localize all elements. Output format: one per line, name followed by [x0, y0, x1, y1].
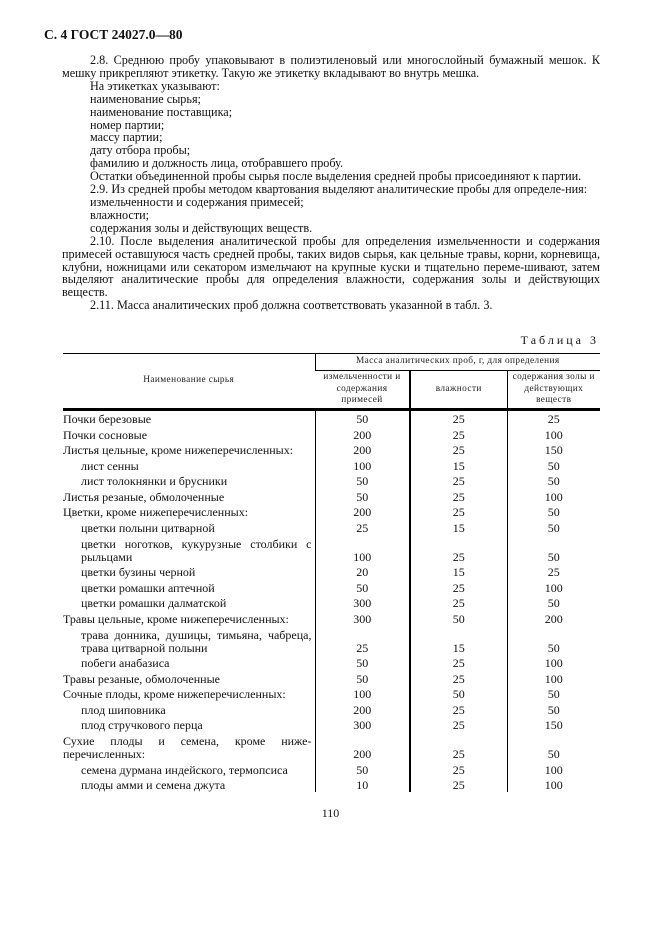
row-value: 100	[507, 488, 600, 504]
table-row	[63, 717, 600, 733]
row-value: 25	[410, 488, 507, 504]
row-value: 200	[507, 610, 600, 626]
row-value: 25	[410, 426, 507, 442]
row-value: 25	[410, 761, 507, 777]
table-row	[63, 535, 600, 564]
row-value: 300	[315, 610, 410, 626]
table-row	[63, 426, 600, 442]
row-value: 50	[507, 701, 600, 717]
row-name: Травы резаные, обмолоченные	[63, 671, 220, 686]
row-value: 200	[315, 701, 410, 717]
row-value: 200	[315, 504, 410, 520]
row-value: 25	[410, 473, 507, 489]
row-value: 25	[410, 504, 507, 520]
table-row	[63, 442, 600, 458]
col-header-ash: содержания золы и действующих веществ	[507, 371, 600, 410]
row-name: Листья цельные, кроме нижеперечисленных:	[63, 443, 294, 457]
row-name: побеги анабазиса	[81, 656, 170, 670]
table-row	[63, 701, 600, 717]
table-row	[63, 595, 600, 611]
row-name: цветки ноготков, кукурузные столбики с рыльцами	[81, 536, 312, 564]
row-value: 200	[315, 732, 410, 761]
row-value: 15	[410, 457, 507, 473]
paragraph: На этикетках указывают:	[90, 78, 220, 93]
paragraph: 2.10. После выделения аналитической пробы для определения измельченности и содержания примесей оставшуюся часть средней пробы, таких видов сырья, как цельные травы, корни, корневища, клубни, ножницами или секатором измельчают на крупные куски и тщательно переме-шивают, затем выделяют аналитические пробы для определения влажности, содержания золы и действующих веществ.	[62, 233, 600, 300]
row-value: 100	[507, 761, 600, 777]
row-value: 25	[410, 777, 507, 793]
row-value: 50	[507, 535, 600, 564]
paragraph: 2.11. Масса аналитических проб должна соответствовать указанной в табл. 3.	[90, 298, 493, 313]
page-number: 110	[321, 806, 340, 820]
row-value: 50	[507, 595, 600, 611]
row-value: 25	[410, 442, 507, 458]
row-value: 50	[410, 686, 507, 702]
row-name: цветки ромашки далматской	[81, 596, 227, 610]
table-row	[63, 457, 600, 473]
row-name: семена дурмана индейского, термопсиса	[81, 762, 288, 777]
col-header-name: Наименование сырья	[63, 354, 315, 410]
row-value: 25	[410, 409, 507, 426]
table-row	[63, 409, 600, 426]
row-value: 25	[410, 655, 507, 671]
row-value: 100	[507, 655, 600, 671]
table-row	[63, 579, 600, 595]
row-name: лист сенны	[81, 458, 139, 473]
mass-table	[63, 353, 600, 792]
row-name: Цветки, кроме нижеперечисленных:	[63, 505, 249, 519]
row-value: 300	[315, 595, 410, 611]
row-value: 25	[410, 535, 507, 564]
row-value: 25	[410, 595, 507, 611]
paragraph: 2.9. Из средней пробы методом квартования выделяют аналитические пробы для определе-ния:	[90, 182, 588, 197]
table-row	[63, 473, 600, 489]
row-name: цветки ромашки аптечной	[81, 580, 215, 595]
paragraph: фамилию и должность лица, отобравшего пробу.	[90, 156, 344, 171]
row-value: 100	[315, 457, 410, 473]
row-value: 15	[410, 626, 507, 655]
group-header: Масса аналитических проб, г, для определения	[315, 354, 600, 371]
row-name: Почки сосновые	[63, 427, 148, 442]
row-value: 15	[410, 564, 507, 580]
row-value: 100	[507, 777, 600, 793]
row-value: 100	[315, 686, 410, 702]
row-value: 50	[507, 457, 600, 473]
row-value: 100	[507, 579, 600, 595]
row-name: плоды амми и семена джута	[81, 778, 226, 792]
row-value: 50	[507, 732, 600, 761]
row-name: трава донника, душицы, тимьяна, чабреца, трава цитварной полыни	[81, 627, 312, 655]
table-row	[63, 626, 600, 655]
row-value: 150	[507, 442, 600, 458]
table-row	[63, 777, 600, 793]
body-text	[62, 54, 600, 312]
row-value: 25	[410, 579, 507, 595]
row-name: Сухие плоды и семена, кроме ниже-перечисленных:	[63, 734, 312, 761]
row-value: 25	[410, 717, 507, 733]
paragraph: измельченности и содержания примесей;	[90, 194, 304, 209]
row-name: Почки березовые	[63, 412, 152, 426]
row-name: плод стручкового перца	[81, 718, 203, 732]
row-value: 50	[315, 761, 410, 777]
paragraph: наименование сырья;	[90, 91, 201, 106]
paragraph: содержания золы и действующих веществ.	[90, 220, 313, 235]
row-value: 50	[410, 610, 507, 626]
table-row	[63, 488, 600, 504]
row-value: 100	[507, 426, 600, 442]
table-row	[63, 761, 600, 777]
row-value: 50	[507, 473, 600, 489]
table-row	[63, 655, 600, 671]
page-header: С. 4 ГОСТ 24027.0—80	[44, 27, 183, 42]
row-value: 100	[507, 670, 600, 686]
row-value: 50	[315, 409, 410, 426]
paragraph: 2.8. Среднюю пробу упаковывают в полиэтиленовый или многослойный бумажный мешок. К мешку прикрепляют этикетку. Такую же этикетку вкладывают во внутрь мешка.	[62, 53, 600, 80]
col-header-moisture: влажности	[410, 371, 507, 410]
col-header-fineness: измельченности и содержания примесей	[315, 371, 410, 410]
table-row	[63, 504, 600, 520]
row-value: 100	[315, 535, 410, 564]
row-name: цветки бузины черной	[81, 565, 196, 579]
row-name: Листья резаные, обмолоченные	[63, 489, 225, 504]
row-name: лист толокнянки и брусники	[81, 474, 228, 488]
row-name: Сочные плоды, кроме нижеперечисленных:	[63, 687, 286, 701]
table-row	[63, 686, 600, 702]
row-value: 50	[315, 670, 410, 686]
row-value: 15	[410, 519, 507, 535]
row-value: 10	[315, 777, 410, 793]
table-row	[63, 610, 600, 626]
table-row	[63, 732, 600, 761]
row-value: 50	[507, 686, 600, 702]
row-value: 50	[507, 519, 600, 535]
table-caption: Таблица 3	[520, 333, 599, 347]
paragraph: массу партии;	[90, 130, 163, 145]
table-row	[63, 564, 600, 580]
row-name: Травы цельные, кроме нижеперечисленных:	[63, 611, 289, 626]
row-value: 25	[410, 670, 507, 686]
row-value: 50	[315, 655, 410, 671]
paragraph: дату отбора пробы;	[90, 143, 191, 158]
row-value: 50	[315, 579, 410, 595]
row-value: 200	[315, 426, 410, 442]
row-value: 150	[507, 717, 600, 733]
row-value: 25	[410, 701, 507, 717]
row-value: 25	[315, 519, 410, 535]
row-name: цветки полыни цитварной	[81, 520, 215, 535]
row-value: 200	[315, 442, 410, 458]
row-value: 50	[315, 473, 410, 489]
table-row	[63, 519, 600, 535]
paragraph: влажности;	[90, 207, 150, 222]
paragraph: Остатки объединенной пробы сырья после выделения средней пробы присоединяют к партии.	[90, 169, 582, 184]
row-value: 25	[507, 409, 600, 426]
row-value: 20	[315, 564, 410, 580]
row-value: 300	[315, 717, 410, 733]
table-row	[63, 670, 600, 686]
row-value: 50	[507, 504, 600, 520]
row-value: 25	[315, 626, 410, 655]
row-value: 50	[315, 488, 410, 504]
row-value: 25	[507, 564, 600, 580]
paragraph: наименование поставщика;	[90, 104, 233, 119]
row-value: 50	[507, 626, 600, 655]
row-name: плод шиповника	[81, 702, 166, 717]
paragraph: номер партии;	[90, 117, 165, 132]
row-value: 25	[410, 732, 507, 761]
